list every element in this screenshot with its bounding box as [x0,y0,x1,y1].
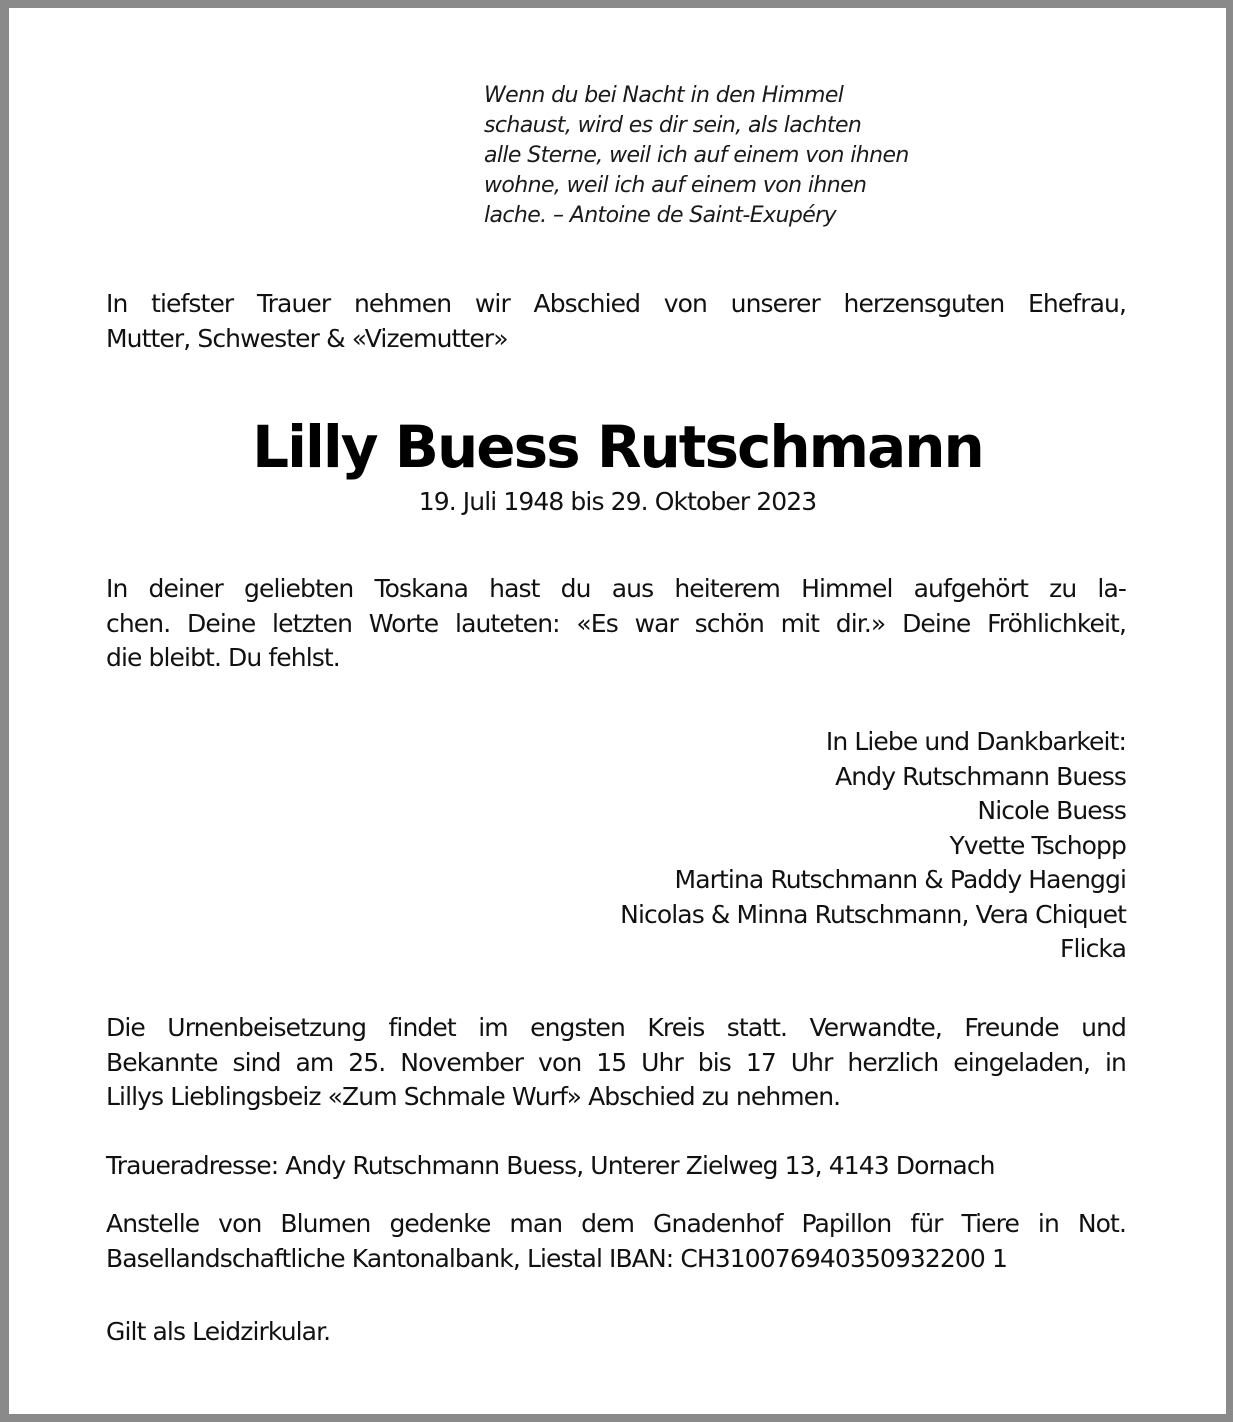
quote-line: schaust, wird es dir sein, als lachten [484,113,862,138]
donation-paragraph [106,1207,1126,1276]
signature-name: Nicolas & Minna Rutschmann, Vera Chiquet [620,899,1126,929]
burial-line: Bekannte sind am 25. November von 15 Uhr bis 17 Uhr herzlich eingeladen, in [106,1047,1126,1077]
circular-note: Gilt als Leidzirkular. [106,1317,331,1346]
quote-block [484,81,954,231]
signature-name: Nicole Buess [977,796,1126,825]
quote-line: alle Sterne, weil ich auf einem von ihnen [484,143,909,168]
signatures-block [620,725,1126,967]
life-dates: 19. Juli 1948 bis 29. Oktober 2023 [418,487,817,516]
quote-line: Wenn du bei Nacht in den Himmel [484,83,844,108]
signature-name: Martina Rutschmann & Paddy Haenggi [674,865,1126,894]
message-line: In deiner geliebten Toskana hast du aus heiterem Himmel aufgehört zu la- [106,574,1126,603]
message-line: chen. Deine letzten Worte lauteten: «Es war schön mit dir.» Deine Fröhlichkeit, [106,608,1126,638]
signature-name: Yvette Tschopp [949,830,1126,860]
deceased-name: Lilly Buess Rutschmann [252,413,983,481]
burial-line: Lillys Lieblingsbeiz «Zum Schmale Wurf» Abschied zu nehmen. [106,1082,841,1111]
burial-line: Die Urnenbeisetzung findet im engsten Kreis statt. Verwandte, Freunde und [106,1013,1126,1042]
burial-paragraph [106,1011,1126,1115]
signatures-heading: In Liebe und Dankbarkeit: [825,727,1126,756]
donation-line: Basellandschaftliche Kantonalbank, Liestal IBAN: CH310076940350932200 1 [106,1243,1007,1273]
quote-line: lache. – Antoine de Saint-Exupéry [484,203,836,228]
message-paragraph [106,572,1126,676]
donation-line: Anstelle von Blumen gedenke man dem Gnadenhof Papillon für Tiere in Not. [106,1209,1126,1238]
intro-paragraph [106,287,1126,356]
quote-line: wohne, weil ich auf einem von ihnen [484,173,867,198]
signature-name: Andy Rutschmann Buess [835,761,1126,791]
intro-line: In tiefster Trauer nehmen wir Abschied von unserer herzensguten Ehefrau, [106,289,1126,318]
intro-line: Mutter, Schwester & «Vizemutter» [106,323,508,353]
message-line: die bleibt. Du fehlst. [106,643,340,672]
mourning-address: Traueradresse: Andy Rutschmann Buess, Unterer Zielweg 13, 4143 Dornach [106,1151,995,1180]
signature-name: Flicka [1060,934,1126,963]
obituary-page [9,8,1226,1414]
